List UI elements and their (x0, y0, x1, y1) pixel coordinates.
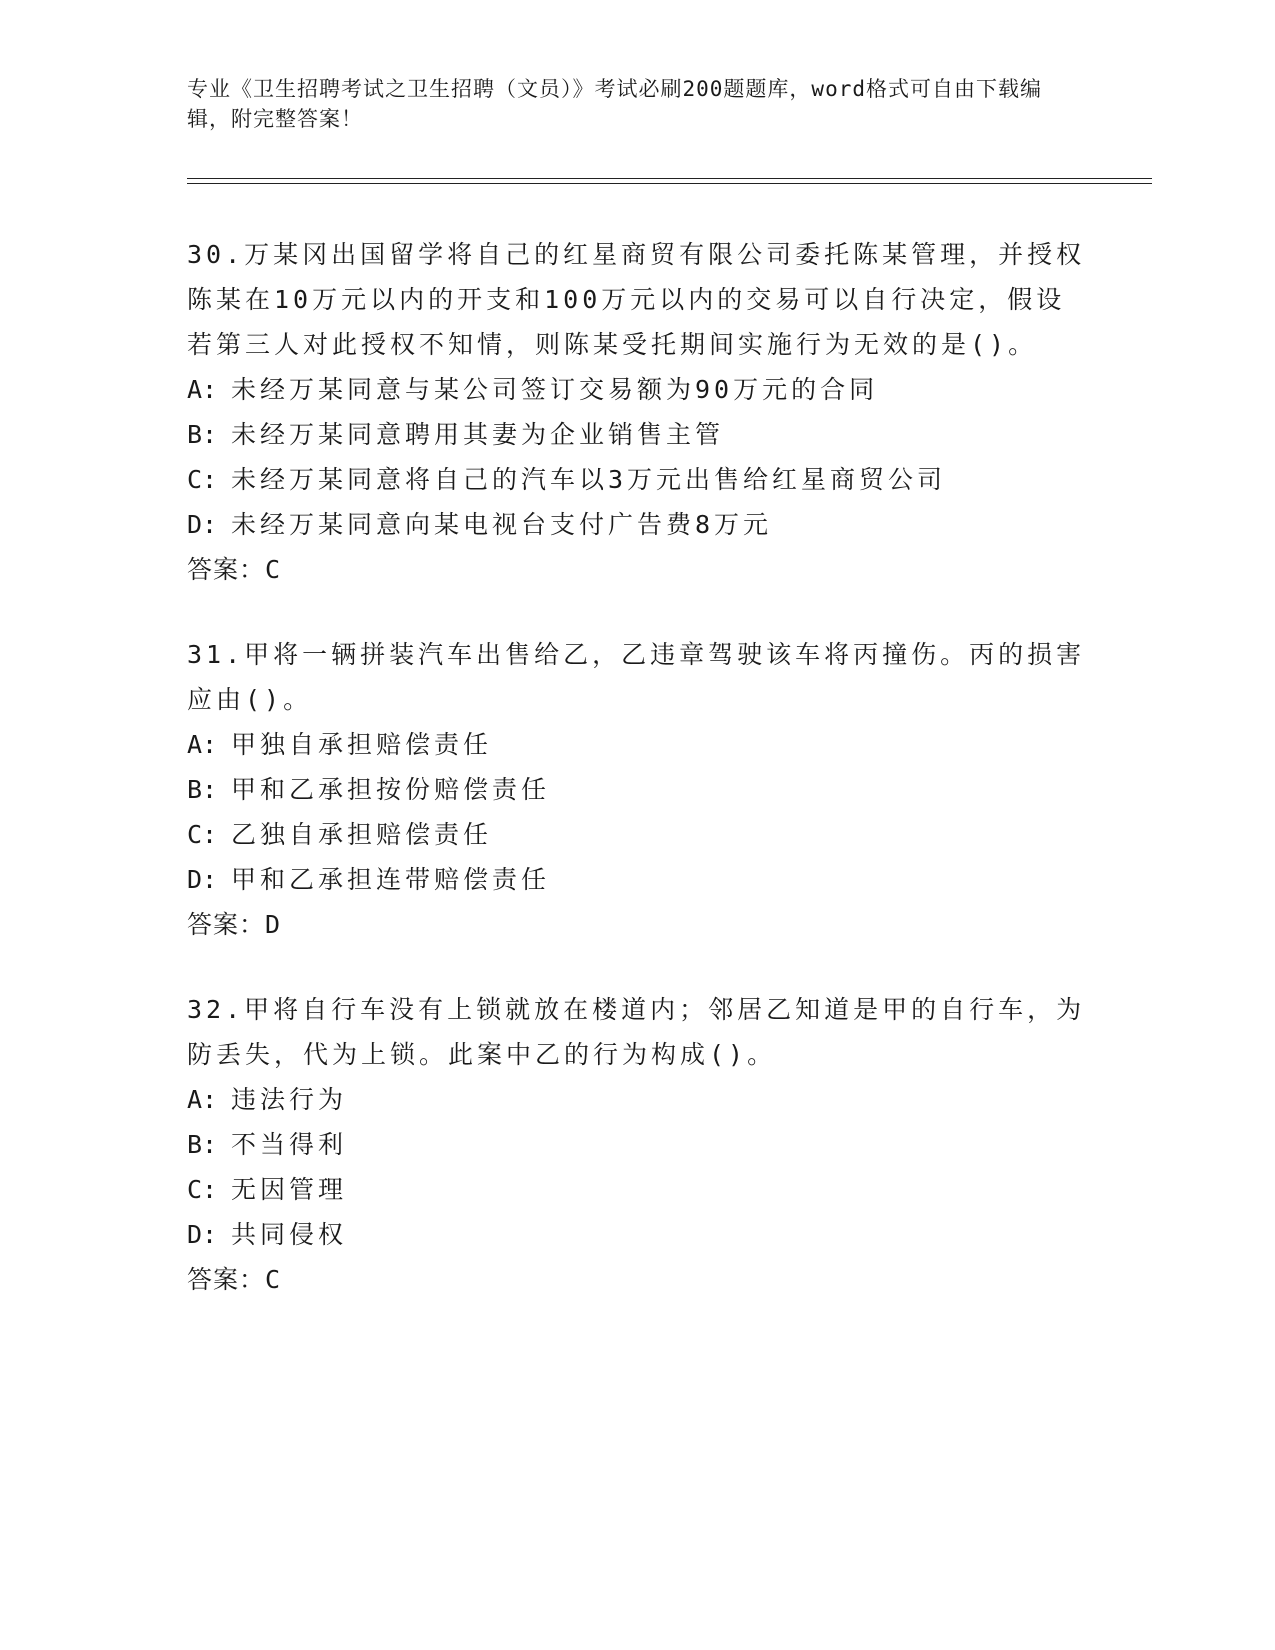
option-a (187, 722, 1087, 767)
option-c (187, 812, 1087, 857)
option-text: 未经万某同意向某电视台支付广告费8万元 (231, 510, 773, 539)
option-text: 共同侵权 (231, 1220, 348, 1249)
question-stem: 32.甲将自行车没有上锁就放在楼道内；邻居乙知道是甲的自行车，为防丢失，代为上锁。此案中乙的行为构成()。 (187, 995, 1086, 1069)
answer-label: 答案：C (187, 1265, 282, 1294)
option-key: B: (187, 775, 218, 804)
answer-label: 答案：D (187, 910, 282, 939)
option-text: 甲和乙承担连带赔偿责任 (231, 865, 551, 894)
question-list (187, 232, 1087, 1342)
option-text: 未经万某同意将自己的汽车以3万元出售给红星商贸公司 (231, 465, 947, 494)
option-b (187, 412, 1087, 457)
option-key: C: (187, 820, 218, 849)
option-text: 不当得利 (231, 1130, 348, 1159)
header-divider-top (187, 178, 1152, 179)
option-key: C: (187, 1175, 218, 1204)
option-key: D: (187, 1220, 218, 1249)
header-divider-bottom (187, 183, 1152, 184)
option-key: D: (187, 510, 218, 539)
answer-label: 答案：C (187, 555, 282, 584)
option-text: 甲和乙承担按份赔偿责任 (231, 775, 551, 804)
question-32 (187, 987, 1087, 1302)
option-text: 违法行为 (231, 1085, 348, 1114)
option-key: D: (187, 865, 218, 894)
option-text: 未经万某同意聘用其妻为企业销售主管 (231, 420, 725, 449)
option-a (187, 1077, 1087, 1122)
document-header: 专业《卫生招聘考试之卫生招聘（文员）》考试必刷200题题库，word格式可自由下载编辑，附完整答案！ (187, 77, 1042, 131)
option-text: 无因管理 (231, 1175, 348, 1204)
option-a (187, 367, 1087, 412)
question-stem: 31.甲将一辆拼装汽车出售给乙，乙违章驾驶该车将丙撞伤。丙的损害应由()。 (187, 640, 1086, 714)
option-key: A: (187, 1085, 218, 1114)
option-b (187, 1122, 1087, 1167)
option-d (187, 857, 1087, 902)
option-key: A: (187, 375, 218, 404)
option-b (187, 767, 1087, 812)
option-text: 甲独自承担赔偿责任 (231, 730, 493, 759)
question-30 (187, 232, 1087, 592)
option-d (187, 502, 1087, 547)
option-c (187, 1167, 1087, 1212)
option-key: A: (187, 730, 218, 759)
option-c (187, 457, 1087, 502)
option-key: B: (187, 420, 218, 449)
question-31 (187, 632, 1087, 947)
question-stem: 30.万某冈出国留学将自己的红星商贸有限公司委托陈某管理，并授权陈某在10万元以内的开支和100万元以内的交易可以自行决定，假设若第三人对此授权不知情，则陈某受托期间实施行为无效的是()。 (187, 240, 1086, 359)
option-text: 未经万某同意与某公司签订交易额为90万元的合同 (231, 375, 879, 404)
option-key: C: (187, 465, 218, 494)
option-text: 乙独自承担赔偿责任 (231, 820, 493, 849)
option-d (187, 1212, 1087, 1257)
option-key: B: (187, 1130, 218, 1159)
